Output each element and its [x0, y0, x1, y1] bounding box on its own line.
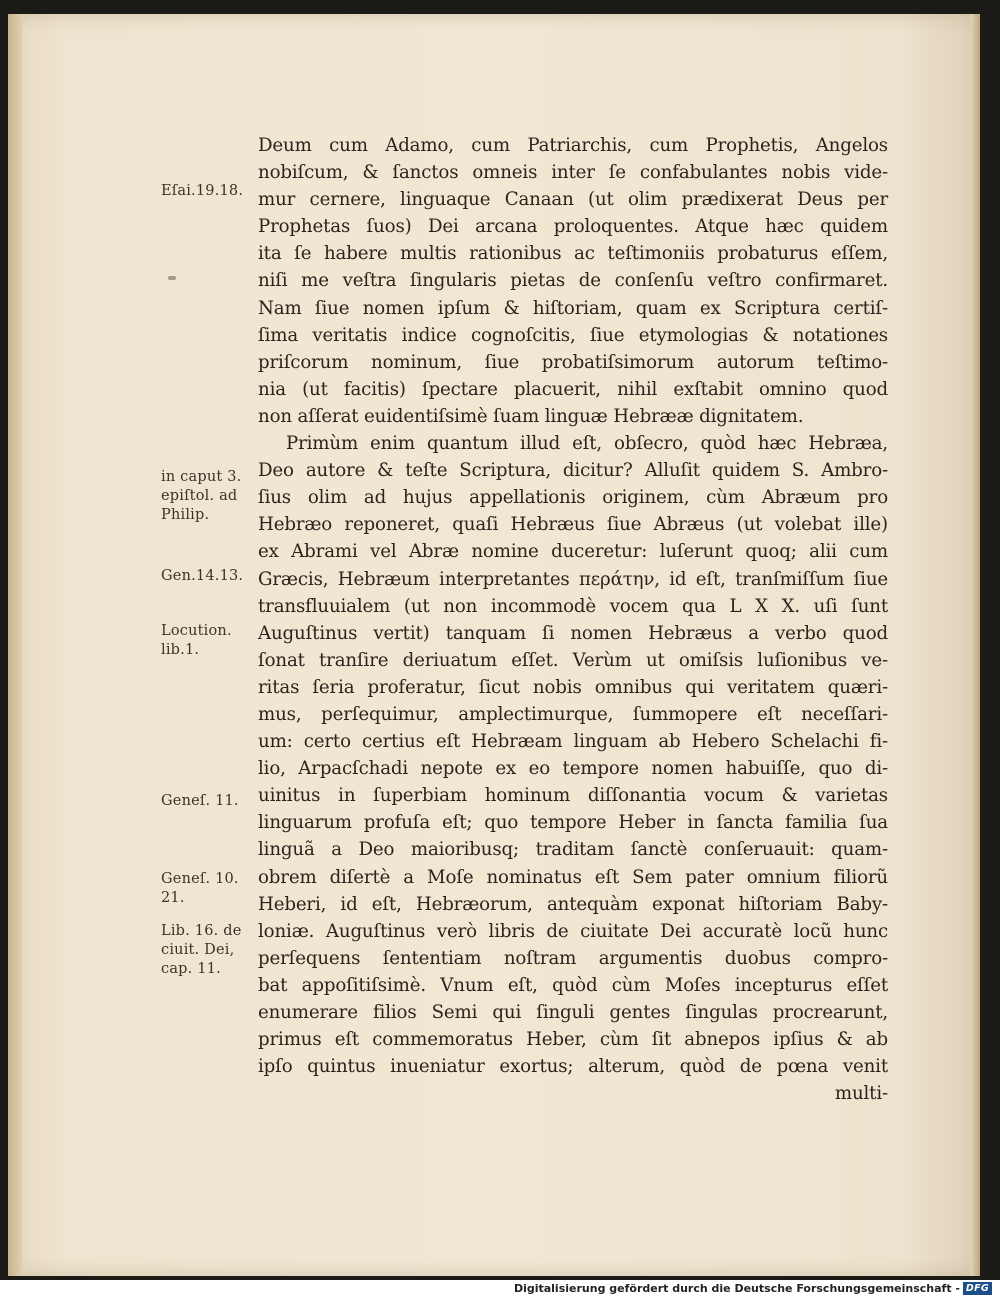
text-line: Prophetas ſuos) Dei arcana proloquentes. Atque hæc quidem: [258, 216, 888, 238]
text-line: obrem diſertè a Moſe nominatus eſt Sem pater omnium filiorũ: [258, 866, 888, 888]
margin-note-line: cap. 11.: [161, 961, 221, 977]
text-line: nobiſcum, & ſanctos omneis inter ſe confabulantes nobis vide-: [258, 162, 888, 184]
text-line: ex Abrami vel Abræ nomine duceretur: luſerunt quoq; alii cum: [258, 541, 888, 563]
margin-note-line: 21.: [161, 890, 185, 906]
margin-note-line: Philip.: [161, 507, 210, 523]
text-line: Auguſtinus vertit) tanquam ſi nomen Hebræus a verbo quod: [258, 622, 888, 644]
text-line: Heberi, id eſt, Hebræorum, antequàm exponat hiſtoriam Baby-: [258, 893, 888, 915]
text-line: bat appoſitiſsimè. Vnum eſt, quòd cùm Moſes incepturus eſſet: [258, 974, 888, 996]
text-line: ſonat tranſire deriuatum eſſet. Verùm ut omiſsis luſionibus ve-: [258, 649, 888, 671]
margin-note-line: Gen.14.13.: [161, 568, 244, 584]
text-line: Primùm enim quantum illud eſt, obſecro, quòd hæc Hebræa,: [286, 433, 888, 455]
text-line: loniæ. Auguſtinus verò libris de ciuitate Dei accuratè locũ hunc: [258, 920, 888, 942]
margin-note-line: in caput 3.: [161, 469, 242, 485]
text-line: ita ſe habere multis rationibus ac teſtimoniis probaturus eſſem,: [258, 243, 888, 265]
digitization-footer: [0, 1280, 1000, 1297]
text-line: transfluuialem (ut non incommodè vocem qua L X X. uſi ſunt: [258, 595, 888, 617]
margin-note-line: ciuit. Dei,: [161, 942, 235, 958]
text-line: mur cernere, linguaque Canaan (ut olim prædixerat Deus per: [258, 189, 888, 211]
text-line: Nam ſiue nomen ipſum & hiſtoriam, quam ex Scriptura certiſ-: [258, 297, 888, 319]
catchword: multi-: [834, 1083, 888, 1105]
main-text-block: [258, 132, 888, 1107]
funding-credit: Digitalisierung gefördert durch die Deutsche Forschungsgemeinschaft -: [513, 1282, 960, 1295]
text-line: linguã a Deo maioribusq; traditam ſanctè conſeruauit: quam-: [258, 839, 888, 861]
margin-note-line: Eſai.19.18.: [161, 183, 244, 199]
margin-note-genes-10: [161, 870, 257, 908]
text-line: um: certo certius eſt Hebræam linguam ab Hebero Schelachi fi-: [258, 731, 888, 753]
ink-smudge: [168, 276, 176, 280]
text-line: linguarum profuſa eſt; quo tempore Heber in ſancta familia ſua: [258, 812, 888, 834]
text-line: ſima veritatis indice cognoſcitis, ſiue etymologias & notationes: [258, 324, 888, 346]
margin-note-line: Lib. 16. de: [161, 923, 242, 939]
margin-note-genes-11: [161, 792, 257, 811]
text-line: priſcorum nominum, ſiue probatiſsimorum autorum teſtimo-: [258, 351, 888, 373]
text-line: niſi me veſtra ſingularis pietas de conſenſu veſtro confirmaret.: [258, 270, 888, 292]
text-line: ipſo quintus inueniatur exortus; alterum, quòd de pœna venit: [258, 1056, 888, 1078]
text-line: lio, Arpacſchadi nepote ex eo tempore nomen habuiſſe, quo di-: [258, 758, 888, 780]
text-line: Deo autore & teſte Scriptura, dicitur? Alluſit quidem S. Ambro-: [258, 460, 888, 482]
text-line: ſius olim ad hujus appellationis originem, cùm Abræum pro: [258, 487, 888, 509]
margin-note-locution: [161, 622, 257, 660]
text-line: ritas ſeria proferatur, ſicut nobis omnibus qui veritatem quæri-: [258, 676, 888, 698]
page-edge-shadow: [970, 14, 980, 1276]
text-line: primus eſt commemoratus Heber, cùm ſit abnepos ipſius & ab: [258, 1029, 888, 1051]
margin-note-line: Geneſ. 11.: [161, 793, 239, 809]
text-line: mus, perſequimur, amplectimurque, ſummopere eſt neceſſari-: [258, 703, 888, 725]
margin-note-esai: [161, 182, 257, 201]
book-page: [8, 14, 980, 1276]
text-line: uinitus in ſuperbiam hominum diſſonantia vocum & varietas: [258, 785, 888, 807]
text-line: perſequens ſententiam noſtram argumentis duobus compro-: [258, 947, 888, 969]
margin-note-line: Locution.: [161, 623, 232, 639]
margin-notes-column: [8, 14, 258, 1214]
text-line: non aſſerat euidentiſsimè ſuam linguæ Hebrææ dignitatem.: [258, 405, 804, 427]
margin-note-line: lib.1.: [161, 642, 200, 658]
margin-note-philip: [161, 468, 257, 525]
text-line: Hebræo reponeret, quaſi Hebræus ſiue Abræus (ut volebat ille): [258, 514, 888, 536]
dfg-logo: DFG: [963, 1282, 992, 1295]
margin-note-gen-14: [161, 567, 257, 586]
text-line: enumerare filios Semi qui ſinguli gentes ſingulas procrearunt,: [258, 1002, 888, 1023]
text-line: Græcis, Hebræum interpretantes περάτην, id eſt, tranſmiſſum ſiue: [258, 568, 888, 590]
text-line: nia (ut facitis) ſpectare placuerit, nihil exſtabit omnino quod: [258, 378, 888, 400]
margin-note-line: Geneſ. 10.: [161, 871, 239, 887]
margin-note-line: epiſtol. ad: [161, 488, 238, 504]
text-line: Deum cum Adamo, cum Patriarchis, cum Prophetis, Angelos: [258, 135, 888, 156]
margin-note-ciuit-dei: [161, 922, 257, 979]
